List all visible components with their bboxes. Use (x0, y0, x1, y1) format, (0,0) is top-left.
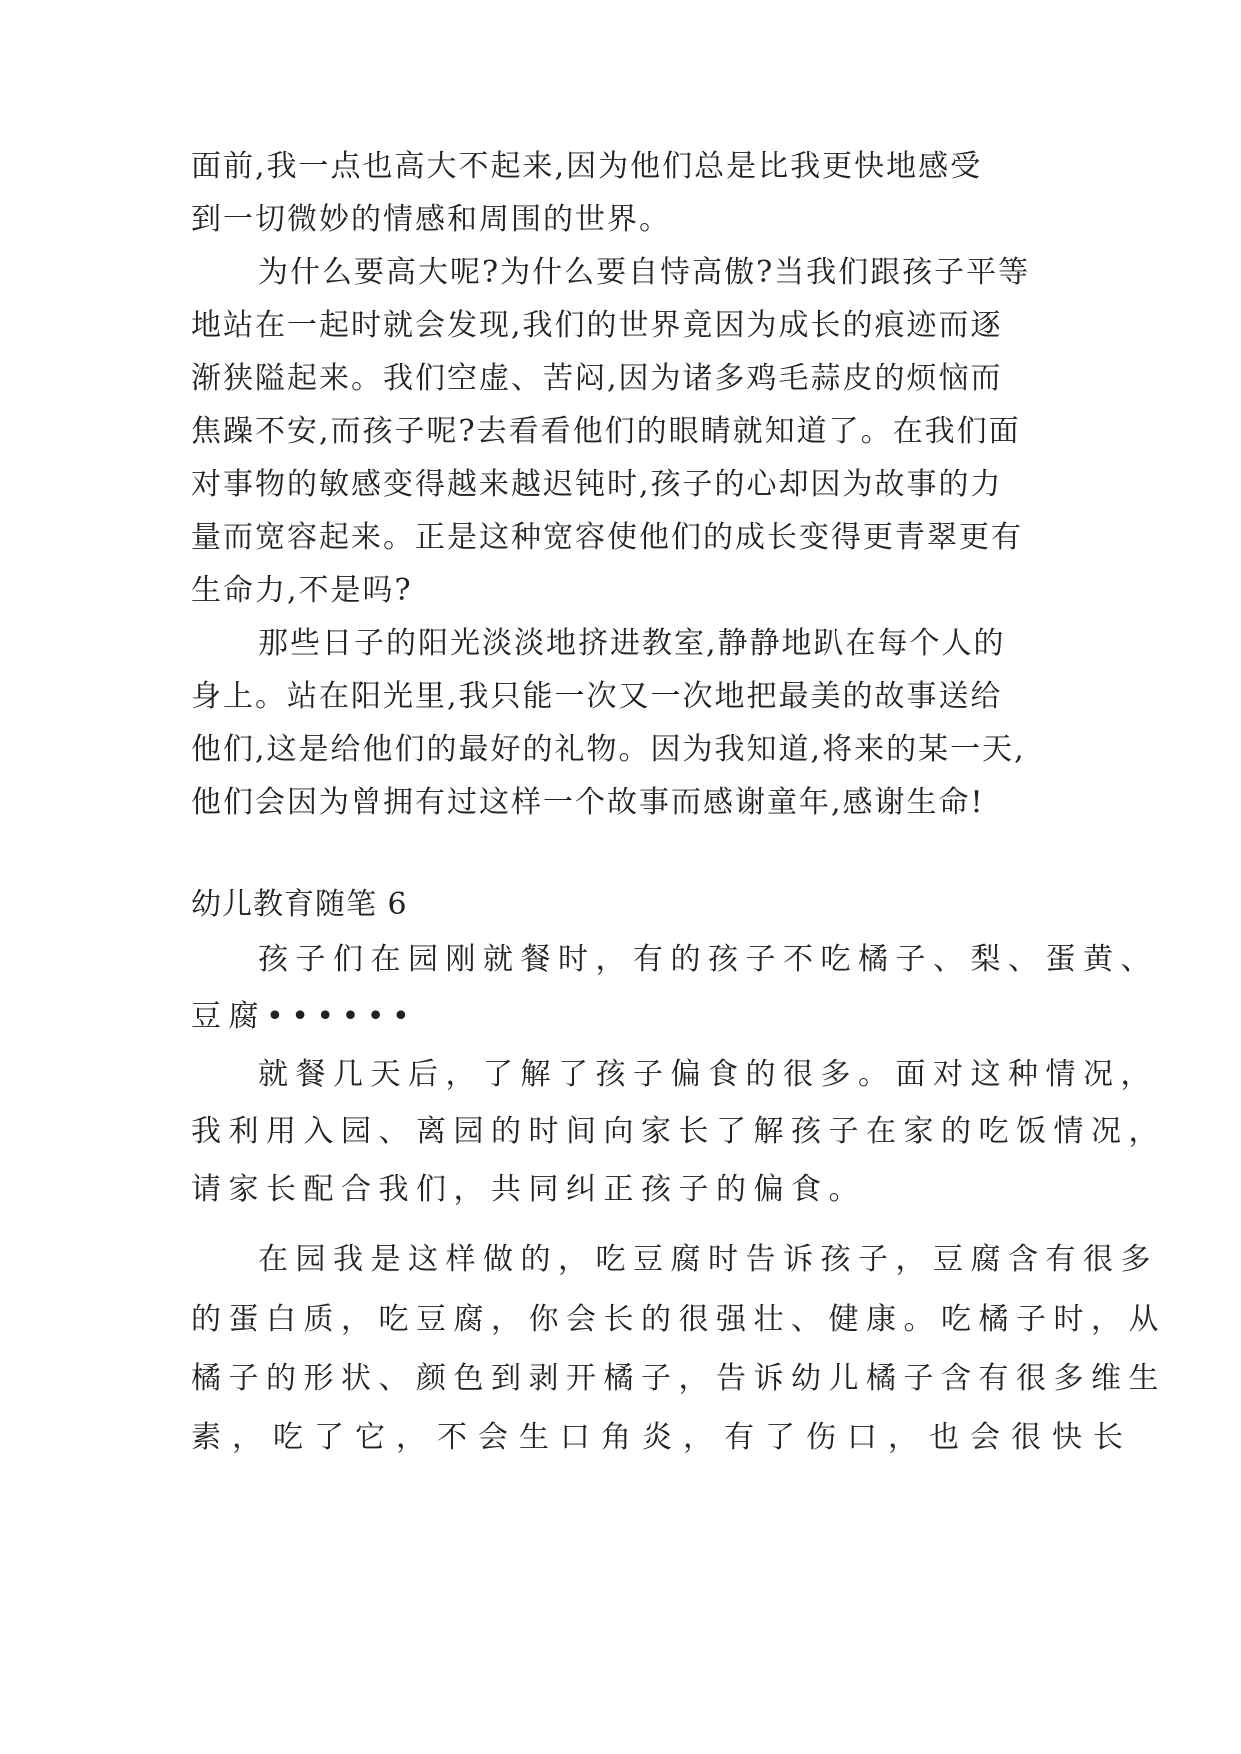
text-line: 那些日子的阳光淡淡地挤进教室,静静地趴在每个人的 (258, 626, 1006, 661)
text-line: 橘子的形状、颜色到剥开橘子，告诉幼儿橘子含有很多维生 (191, 1361, 1166, 1396)
text-line: 素，吃了它，不会生口角炎，有了伤口，也会很快长 (191, 1420, 1134, 1455)
text-line: 生命力,不是吗? (191, 573, 413, 608)
text-line: 我利用入园、离园的时间向家长了解孩子在家的吃饭情况， (191, 1114, 1166, 1149)
text-line: 请家长配合我们，共同纠正孩子的偏食。 (191, 1172, 866, 1207)
text-line: 就餐几天后，了解了孩子偏食的很多。面对这种情况， (258, 1057, 1158, 1092)
text-line: 身上。站在阳光里,我只能一次又一次地把最美的故事送给 (191, 679, 1003, 714)
text-line: 到一切微妙的情感和周围的世界。 (191, 202, 671, 237)
text-line: 他们会因为曾拥有过这样一个故事而感谢童年,感谢生命! (191, 785, 985, 820)
text-line: 对事物的敏感变得越来越迟钝时,孩子的心却因为故事的力 (191, 467, 1003, 502)
text-line: 量而宽容起来。正是这种宽容使他们的成长变得更青翠更有 (191, 520, 1023, 555)
text-line: 焦躁不安,而孩子呢?去看看他们的眼睛就知道了。在我们面 (191, 414, 1021, 449)
text-line: 他们,这是给他们的最好的礼物。因为我知道,将来的某一天, (191, 732, 1026, 767)
section-heading: 幼儿教育随笔 6 (191, 887, 408, 922)
text-line: 地站在一起时就会发现,我们的世界竟因为成长的痕迹而逐 (191, 308, 1003, 343)
text-line: 面前,我一点也高大不起来,因为他们总是比我更快地感受 (191, 149, 983, 184)
text-line: 为什么要高大呢?为什么要自恃高傲?当我们跟孩子平等 (258, 255, 1031, 290)
text-line: 在园我是这样做的，吃豆腐时告诉孩子，豆腐含有很多 (258, 1242, 1158, 1277)
text-line: 豆腐•••••• (191, 999, 418, 1034)
text-line: 的蛋白质，吃豆腐，你会长的很强壮、健康。吃橘子时，从 (191, 1302, 1166, 1337)
text-line: 渐狭隘起来。我们空虚、苦闷,因为诸多鸡毛蒜皮的烦恼而 (191, 361, 1003, 396)
text-line: 孩子们在园刚就餐时，有的孩子不吃橘子、梨、蛋黄、 (258, 942, 1158, 977)
